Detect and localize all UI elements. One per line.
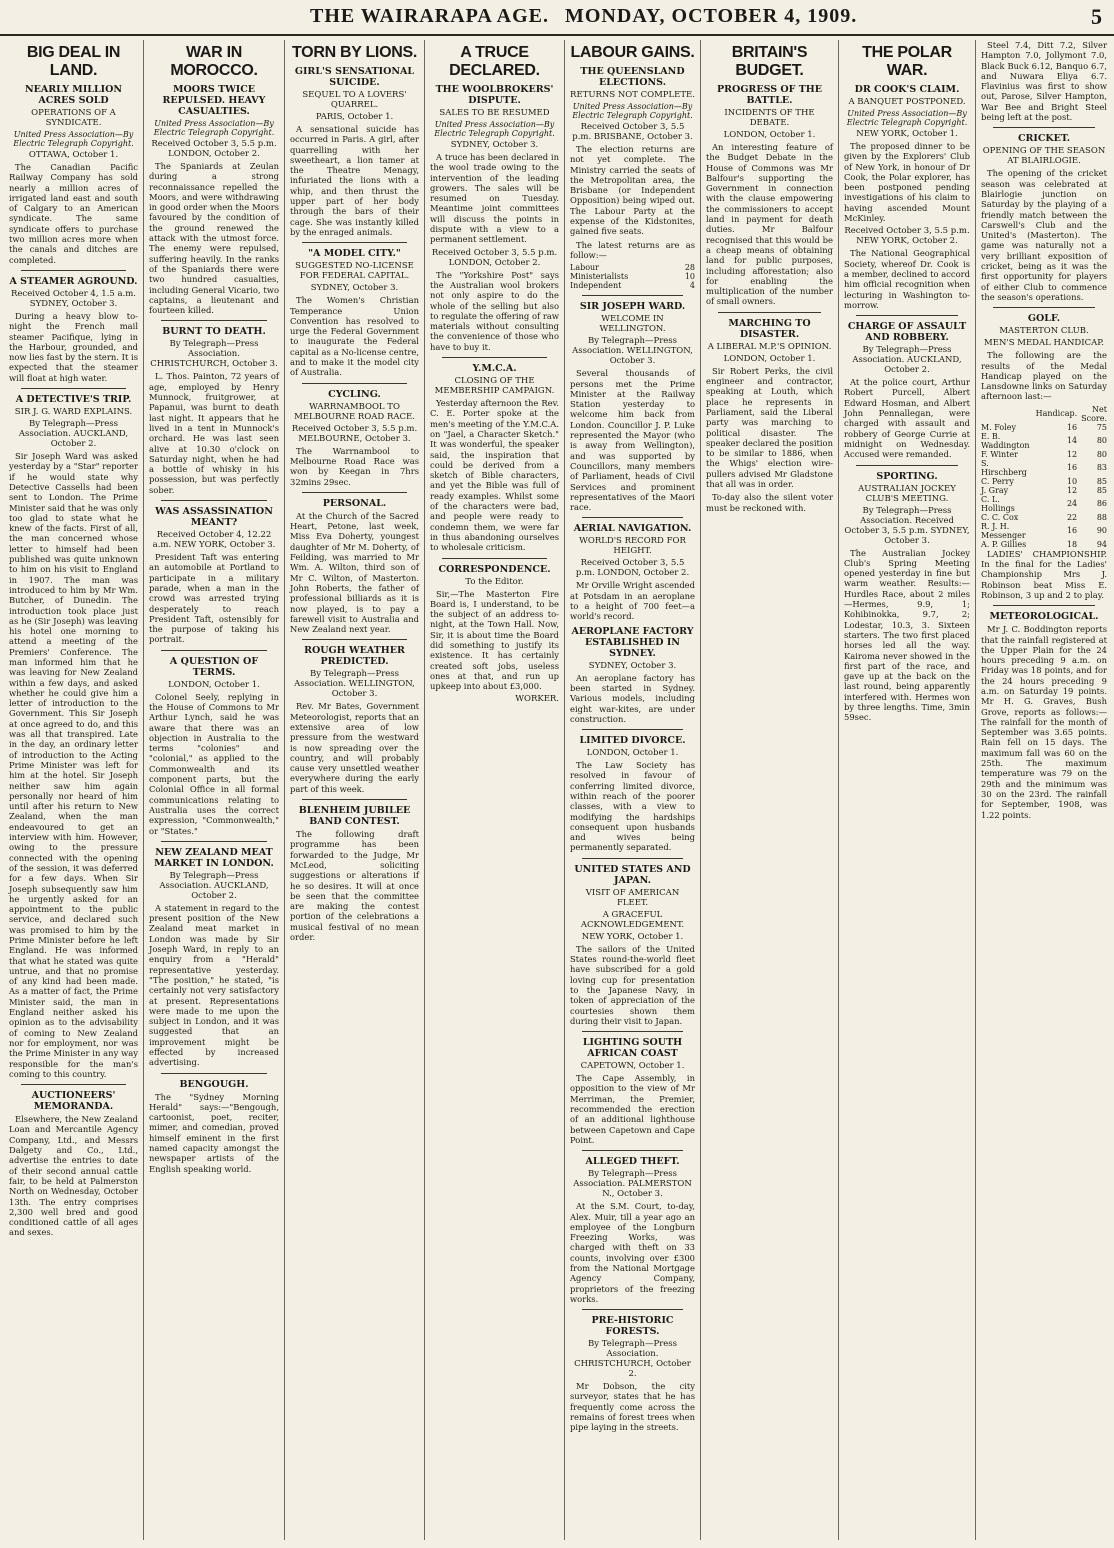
divider [582,729,683,730]
headline: Y.M.C.A. [472,363,517,375]
dateline: By Telegraph—Press Association. AUCKLAND, October 2. [852,345,962,376]
player-name: R. J. H. Messenger [981,521,1026,540]
dateline: Received October 3, 5.5 p.m. MELBOURNE, October 3. [291,423,418,444]
divider [302,492,407,493]
article-text: Steel 7.4, Ditt 7.2, Silver Hampton 7.0, Jollymont 7.0, Black Buck 6.12, Banquo 6.7, and Nuwara Eliya 6.7. Flavinius was first to show out, Parose, Silver Hampton, War Bee and Bright Steel being left at the post. [981,40,1107,123]
headline: WAS ASSASSINATION MEANT? [155,506,273,529]
dateline: Received October 4, 12.22 a.m. NEW YORK, October 3. [152,530,276,551]
issue-date: MONDAY, OCTOBER 4, 1909. [565,5,858,27]
headline: A STEAMER AGROUND. [9,275,138,287]
article-text: President Taft was entering an automobile at Portland to participate in a military parade, when a man in the crowd was arrested trying desperately to reach President Taft, ostensibly for the purpose of taking his portrait. [149,552,279,645]
table-row [981,459,1107,477]
table-row [981,495,1107,513]
dateline: Received October 3, 5.5 p.m. LONDON, October 2. [575,558,690,579]
table-row [981,522,1107,540]
article-text: An aeroplane factory has been started in Sydney. Various models, including eight war-kites, are under construction. [570,672,695,724]
divider [161,500,267,501]
article-text: The National Geographical Society, whereof Dr. Cook is a member, declined to accord him official recognition when lecturing in Washington to-morrow. [844,248,970,310]
article-text: At the Church of the Sacred Heart, Petone, last week, Miss Eva Doherty, youngest daughter of Mr M. Doherty, of Feilding, was married to Mr Wm. A. Wilton, third son of Mr C. Wilton, of Masterton. John Roberts, the father of professional billiards as it is now played, is to pay a farewell visit to Australia and New Zealand next year. [290,510,419,635]
subheading: OPENING OF THE SEASON AT BLAIRLOGIE. [982,146,1106,167]
divider [161,1073,267,1074]
seat-count: 10 [684,272,695,282]
divider [582,858,683,859]
article-text: The "Yorkshire Post" says the Australian wool brokers not only aspire to do the whole of the selling but also to regulate the offering of raw materials without consulting the convenience of those who have to buy it. [430,269,559,352]
net-score: 80 [1096,449,1107,459]
election-returns-table [570,263,695,290]
subheading: WELCOME IN WELLINGTON. [599,314,666,335]
dateline: OTTAWA, October 1. [28,150,119,160]
divider [302,383,407,384]
article-text: Mr Orville Wright ascended at Potsdam in an aeroplane to a height of 700 feet—a world's record. [570,580,695,622]
subheading: MEN'S MEDAL HANDICAP. [984,338,1104,349]
net-score: 94 [1096,539,1107,549]
article-text: LADIES' CHAMPIONSHIP. In the final for the Ladies' Championship Mrs J. Robinson beat Miss E. Robinson, 3 up and 2 to play. [981,548,1107,600]
column-header: Handicap. [1035,409,1078,419]
subheading: OPERATIONS OF A SYNDICATE. [31,108,116,128]
article-text: The Cape Assembly, in opposition to the view of Mr Merriman, the Premier, recommended the erection of an additional lighthouse between Capetown and Cape Point. [570,1073,695,1145]
newspaper-title: THE WAIRARAPA AGE. [310,5,549,27]
dateline: Received October 3, 5.5 p.m. LONDON, October 2. [431,247,558,268]
headline: A TRUCE DECLARED. [449,44,540,79]
credit-line: United Press Association—By Electric Telegraph Copyright. [572,102,693,120]
table-row [570,281,695,290]
subheading: A BANQUET POSTPONED. [848,97,966,107]
divider [582,1309,683,1310]
divider [582,517,683,518]
party-name: Ministerialists [570,272,629,282]
headline: BLENHEIM JUBILEE BAND CONTEST. [298,805,411,828]
dateline: By Telegraph—Press Association. CHRISTCHURCH, October 2. [574,1339,691,1380]
handicap: 16 [1066,422,1078,432]
dateline: Received October 3, 5.5 p.m. BRISBANE, October 3. [572,122,693,142]
headline: LIGHTING SOUTH AFRICAN COAST [582,1037,683,1060]
dateline: By Telegraph—Press Association. AUCKLAND, October 2. [159,870,269,901]
subheading: GIRL'S SENSATIONAL SUICIDE. [294,66,415,88]
headline: LIMITED DIVORCE. [579,735,686,747]
divider [718,312,821,313]
net-score: 75 [1096,422,1107,432]
headline: CRICKET. [1017,133,1071,145]
article-text: Mr Dobson, the city surveyor, states that he has frequently come across the remains of forest trees when pipe laying in the streets. [570,1381,695,1433]
party-name: Labour [570,263,599,273]
divider [442,357,547,358]
article-text: The "Sydney Morning Herald" says:—"Bengough, cartoonist, poet, reciter, mimer, and comedian, proved himself eminent in the first named capacity amongst the newspaper artists of the English speaking world. [149,1091,279,1174]
article-text: Several thousands of persons met the Prime Minister at the Railway Station yesterday to welcome him back from London. Councillor J. P. Luke represented the Mayor (who is away from Wellington), and was supported by Councillors, many members of Parliament, heads of Civil Services and prominent representatives of the Maori race. [570,368,695,513]
party-name: Independent [570,281,622,291]
divider [993,605,1095,606]
net-score: 83 [1096,463,1107,473]
subheading: SEQUEL TO A LOVERS' QUARREL. [302,90,407,110]
net-score: 88 [1096,512,1107,522]
subheading: MASTERTON CLUB. [999,326,1089,337]
credit-line: United Press Association—By Electric Telegraph Copyright. [434,120,555,138]
net-score: 90 [1096,526,1107,536]
article-text: The sailors of the United States round-the-world fleet have subscribed for a gold loving cup for presentation to the Japanese Navy, in token of appreciation of the courtesies shown them during their visit to Japan. [570,943,695,1026]
column-8 [976,40,1112,1540]
article-text: The Australian Jockey Club's Spring Meeting opened yesterday in fine but warm weather. Results:— Hurdles Race, about 2 miles—Hermes, 9.9, 1; Kohibinokka, 9.7, 2; Lodestar, 10.3, 3. Sixteen starters. The two first placed horses led all the way. Kairoma never showed in the first part of the race, and gave up at the back on the last round, being apparently interfered with. Hermes won by three lengths. Time, 3min 59sec. [844,547,970,723]
article-text: At the S.M. Court, to-day, Alex. Muir, till a year ago an employee of the Longburn Freezing Works, was charged with theft on 33 counts, involving over £300 from the National Mortgage Agency Company, proprietors of the freezing works. [570,1201,695,1304]
article-text: To-day also the silent voter must be reckoned with. [706,492,833,513]
dateline: LONDON, October 1. [723,130,816,140]
subheading: INCIDENTS OF THE DEBATE. [724,108,815,128]
column-6 [701,40,839,1540]
article-text: Elsewhere, the New Zealand Loan and Mercantile Agency Company, Ltd., and Messrs Dalgety and Co., Ltd., advertise the entries to date of their second annual cattle fair, to be held at Palmerston North on Wednesday, October 13th. The entry comprises 2,300 well bred and good conditioned cattle of all ages and sexes. [9,1114,138,1238]
headline: PERSONAL. [322,497,387,509]
column-header [981,405,1036,423]
player-name: J. Gray [981,485,1009,495]
headline: SPORTING. [876,470,938,482]
headline: LABOUR GAINS. [570,44,695,61]
table-row [981,486,1107,495]
handicap: 14 [1066,436,1078,446]
subheading: AEROPLANE FACTORY ESTABLISHED IN SYDNEY. [571,625,694,659]
article-text: The proposed dinner to be given by the Explorers' Club of New York, in honour of Dr Cook, the Polar explorer, has been postponed pending investigations of his claim to having ascended Mount McKinley. [844,141,970,224]
headline: THE POLAR WAR. [862,44,952,79]
divider [582,295,683,296]
credit-line: United Press Association—By Electric Telegraph Copyright. [846,109,968,127]
table-row [981,540,1107,549]
dateline: By Telegraph—Press Association. PALMERSTON N., October 3. [573,1169,692,1200]
headline: NEW ZEALAND MEAT MARKET IN LONDON. [154,846,274,869]
table-row [981,450,1107,459]
headline: "A MODEL CITY." [308,248,401,260]
golf-results-table [981,405,1107,549]
dateline: Received October 3, 5.5 p.m. LONDON, October 2. [151,139,277,159]
article-text: An interesting feature of the Budget Debate in the House of Commons was Mr Balfour's supporting the Government in connection with the clause empowering the commissioners to accept land in payment for death duties. Mr Balfour recognised that this would be a cheap means of obtaining land for public purposes, including afforestation; also for enabling the multiplication of the number of small owners. [706,142,833,307]
headline: ROUGH WEATHER PREDICTED. [304,645,405,668]
dateline: NEW YORK, October 1. [856,129,958,139]
page-number: 5 [1091,4,1102,29]
headline: CORRESPONDENCE. [438,563,551,575]
handicap: 10 [1066,476,1078,486]
article-text: The election returns are not yet complete. The Ministry carried the seats of the Metropolitan area, the Brisbane (or Independent Opposition) being wiped out. The Labour Party at the expense of the Kidstonites, gained five seats. [570,144,695,237]
handicap: 22 [1066,512,1078,522]
column-3 [285,40,425,1540]
dateline: LONDON, October 1. [168,679,260,690]
dateline: NEW YORK, October 1. [581,931,684,942]
divider [582,1031,683,1032]
table-header [981,405,1107,423]
divider [21,388,126,389]
column-1 [4,40,144,1540]
player-name: A. P. Gillies [981,539,1027,549]
headline: CHARGE OF ASSAULT AND ROBBERY. [847,321,967,344]
divider [856,315,958,316]
headline: UNITED STATES AND JAPAN. [574,863,691,886]
subheading: To the Editor. [465,576,524,587]
player-name: F. Winter [981,449,1018,459]
headline: BENGOUGH. [179,1078,249,1090]
headline: SIR JOSEPH WARD. [579,301,686,313]
column-5 [565,40,701,1540]
article-text: Yesterday afternoon the Rev. C. E. Porter spoke at the men's meeting of the Y.M.C.A. on "Jael, a Character Sketch." It was wonderful, the speaker said, the inspiration that could be derived from a sketch of Bible characters, and yet the Bible was full of ready examples. Whilst some of the characters were bad, and people were ready to condemn them, we were far in thus abandoning ourselves to wholesale criticism. [430,398,559,553]
article-text: The Women's Christian Temperance Union Convention has resolved to urge the Federal Government to inaugurate the Federal capital as a No-license centre, and to make it the model city of Australia. [290,295,419,378]
article-text: The Spaniards at Zeulan during a strong reconnaissance repelled the Moors, and were withdrawing in good order when the Moors favoured by the condition of the ground renewed the attack with the utmost force. The enemy were repulsed, suffering heavily. In the ranks of the Spaniards there were two hundred casualties, including General Vicario, two captains, a lieutenant and fourteen killed. [149,161,279,316]
handicap: 16 [1066,463,1078,473]
credit-line: United Press Association—By Electric Telegraph Copyright. [13,130,134,148]
article-text: A truce has been declared in the wool trade owing to the intervention of the leading growers. The sales will be resumed on Tuesday. Meantime joint committees will discuss the points in dispute with a view to a permanent settlement. [430,152,559,245]
net-score: 85 [1096,485,1107,495]
dateline: Received October 3, 5.5 p.m. NEW YORK, October 2. [844,226,970,247]
article-text: At the police court, Arthur Robert Purcell, Albert Edward Hosman, and Albert John Pennallegan, were charged with assault and robbery of George Currie at midnight on Wednesday. Accused were remanded. [844,377,970,460]
table-row [981,477,1107,486]
dateline: SYDNEY, October 3. [450,140,539,150]
dateline: SYDNEY, October 3. [588,660,677,671]
subheading: RETURNS NOT COMPLETE. [570,90,695,100]
headline: MARCHING TO DISASTER. [728,317,811,340]
dateline: By Telegraph—Press Association. AUCKLAND, October 2. [18,419,129,450]
divider [161,841,267,842]
credit-line: United Press Association—By Electric Telegraph Copyright. [153,119,275,137]
headline: GOLF. [1027,313,1061,325]
headline: AERIAL NAVIGATION. [573,523,692,535]
player-name: C. C. Cox [981,512,1019,522]
subheading: DR COOK'S CLAIM. [854,84,960,95]
player-name: M. Foley [981,422,1017,432]
article-text: Sir Joseph Ward was asked yesterday by a "Star" reporter if he would state why Detective Cassells had been sent to London. The Prime Minister said that he was only too glad to state what he knew of the facts. First of all, the man concerned whose letter to himself had been published was quite unknown to him on his visit to England in 1907. The man was introduced to him by Mr Wm. Butcher, of Dunedin. The introduction took place just as he (Sir Joseph) was leaving his hotel one morning to attend a meeting of the Premiers' Conference. The man informed him that he was leaving for New Zealand within a few days, and asked whether he could give him a letter of introduction to the Government. This Sir Joseph at once agreed to do, and this was all that transpired. Late in the day, an ordinary letter of introduction to the Acting Prime Minister was left for him at the hotel. Sir Joseph neither saw him again personally nor heard of him until after his return to New Zealand, when the man endeavoured to get an interview with him. However, owing to the pressure connected with the opening of the session, it was deferred for a few days. When Sir Joseph subsequently saw him he urgently asked for an appointment to the public service, and declared such was promised to him by the Prime Minister before he left England. He was informed that what he stated was quite untrue, and that no promise of any kind had been made. As a matter of fact, the Prime Minister said, the man in England neither asked his opinion as to the advisability of coming to New Zealand nor for employment, nor was the Prime Minister in any way responsible for the man's coming to this country. [9,451,138,1079]
article-text: The following are the results of the Medal Handicap played on the Lansdowne links on Saturday afternoon last:— [981,350,1107,402]
article-text: L. Thos. Painton, 72 years of age, employed by Henry Munnock, fruitgrower, at Papanui, was burnt to death last night. It appears that he lived in a tent in Munnock's orchard. He was last seen alive at 10.30 o'clock on Saturday night, when he had a bottle of whisky in his possession, but was perfectly sober. [149,371,279,495]
subheading: WARRNAMBOOL TO MELBOURNE ROAD RACE. [294,401,415,422]
table-row [570,272,695,281]
subheading: NEARLY MILLION ACRES SOLD [24,84,123,106]
table-row [981,513,1107,522]
table-caption: The latest returns are as follow:— [570,239,695,260]
article-text: Rev. Mr Bates, Government Meteorologist, reports that an extensive area of low pressure from the westward is now spreading over the country, and will probably cause very unsettled weather everywhere during the early part of this week. [290,701,419,794]
dateline: LONDON, October 1. [586,748,679,759]
article-text: Sir,—The Masterton Fire Board is, I understand, to be the subject of an address to-night, at the Town Hall. Now, Sir, it is about time the Board did something to justify its existence. It has certainly created soft jobs, useless ones at that, and run up upkeep into about £3,000. [430,588,559,692]
article-text: Mr J. C. Boddington reports that the rainfall registered at the Upper Plain for the 24 hours preceding 9 a.m. on Friday was 18 points, and for the 24 hours preceding 9 a.m. on Saturday 19 points. Mr H. G. Graves, Bush Grove, reports as follows:—The rainfall for the month of September was 3.65 points. Rain fell on 15 days. The maximum fall was 60 on the 25th. The maximum temperature was 79 on the 29th and the minimum was 30 on the 23rd. The rainfall for September, 1908, was 1.22 points. [981,624,1107,820]
dateline: SYDNEY, October 3. [310,283,399,294]
subheading: SIR J. G. WARD EXPLAINS. [14,407,133,418]
headline: A DETECTIVE'S TRIP. [15,394,132,406]
article-text: A statement in regard to the present position of the New Zealand meat market in London was made by Sir Joseph Ward, in reply to an enquiry from a "Herald" representative yesterday. "The position," he stated, "is certainly not very satisfactory at present. Representations were made to me upon the subject in London, and it was suggested that an improvement might be effected by increased advertising. [149,902,279,1068]
player-name: E. B. Waddington [981,431,1030,450]
seat-count: 4 [689,281,695,291]
divider [302,799,407,800]
headline: BIG DEAL IN LAND. [26,44,121,79]
column-7 [839,40,976,1540]
column-4 [425,40,565,1540]
player-name: S. Hirschberg [981,458,1027,477]
column-header: Net [1092,404,1107,414]
headline: PRE-HISTORIC FORESTS. [591,1315,674,1338]
handicap: 16 [1066,526,1078,536]
net-score: 86 [1096,499,1107,509]
article-text: The Law Society has resolved in favour of conferring limited divorce, within reach of the poorer classes, with a view to modifying the hardships consequent upon husbands and wives being permanently separated. [570,760,695,853]
headline: TORN BY LIONS. [291,44,417,61]
dateline: Received October 4, 1.5 a.m. SYDNEY, October 3. [11,288,136,309]
article-text: Sir Robert Perks, the civil engineer and contractor, speaking at Louth, which place he represents in Parliament, said the Liberal party was marching to political disaster. The speaker declared the position to be similar to 1886, when the Whigs' election wire-pullers advised Mr Gladstone that all was in order. [706,365,833,490]
divider [856,465,958,466]
subheading: CLOSING OF THE MEMBERSHIP CAMPAIGN. [434,376,555,397]
article-text: The Warrnambool to Melbourne Road Race was won by Keegan in 7hrs 32mins 29sec. [290,445,419,487]
signature: WORKER. [515,694,559,705]
subheading: SUGGESTED NO-LICENSE FOR FEDERAL CAPITAL. [295,261,414,282]
column-2 [144,40,285,1540]
subheading: SALES TO BE RESUMED [439,108,550,118]
headline: CYCLING. [328,388,381,400]
dateline: By Telegraph—Press Association. Received October 3, 5.5 p.m. SYDNEY, October 3. [844,505,970,546]
table-row [981,423,1107,432]
subheading: A LIBERAL M.P.'S OPINION. [707,341,832,352]
net-score: 80 [1096,436,1107,446]
divider [161,320,267,321]
subheading: PROGRESS OF THE BATTLE. [717,84,822,106]
headline: AUCTIONEERS' MEMORANDA. [31,1090,116,1113]
divider [442,558,547,559]
dateline: By Telegraph—Press Association. WELLINGTON, October 3. [294,669,415,700]
divider [582,1150,683,1151]
handicap: 18 [1066,539,1078,549]
subheading: VISIT OF AMERICAN FLEET. [585,887,680,908]
headline: WAR IN MOROCCO. [170,44,258,79]
divider [302,242,407,243]
article-text: The opening of the cricket season was celebrated at Blairlogie junction on Saturday by the playing of a friendly match between the Carswell's Club and the United's (Masterton). The game was naturally not a very brilliant exposition of cricket, being as it was the first opportunity for players of either Club to commence the season's operations. [981,168,1107,302]
headline: METEOROLOGICAL. [989,611,1099,623]
player-name: C. L. Hollings [981,494,1015,513]
player-name: C. Perry [981,476,1014,486]
table-row [570,263,695,272]
table-row [981,432,1107,450]
headline: BURNT TO DEATH. [162,326,266,338]
subheading: THE QUEENSLAND ELECTIONS. [580,66,685,88]
column-header: Score. [1081,413,1107,423]
dateline: By Telegraph—Press Association. WELLINGTON, October 3. [572,336,693,367]
dateline: LONDON, October 1. [723,353,816,364]
article-text: The Canadian Pacific Railway Company has sold nearly a million acres of irrigated land east and south of Calgary to an American syndicate. The same syndicate offers to purchase two million acres more when the canals and ditches are completed. [9,162,138,265]
subheading: MOORS TWICE REPULSED. HEAVY CASUALTIES. [162,84,266,117]
article-text: The following draft programme has been forwarded to the Judge, Mr McLeod, soliciting suggestions or alterations if he so desires. It will at once be seen that the committee are making the contest portion of the celebrations a musical festival of no mean order. [290,829,419,943]
dateline: By Telegraph—Press Association. CHRISTCHURCH, October 3. [150,339,278,370]
headline: A QUESTION OF TERMS. [169,655,259,678]
divider [21,1084,126,1085]
dateline: CAPETOWN, October 1. [580,1061,685,1072]
article-text: Colonel Seely, replying in the House of Commons to Mr Arthur Lynch, said he was aware that there was an objection in Australia to the terms "colonies" and "colonial," as applied to the Commonwealth and its component parts, but the Colonial Office in all formal communications relating to Australia uses the correct expression, "Commonwealth," or "States." [149,691,279,836]
divider [161,650,267,651]
subheading: WORLD'S RECORD FOR HEIGHT. [579,536,686,557]
subheading: THE WOOLBROKERS' DISPUTE. [435,84,554,106]
headline: BRITAIN'S BUDGET. [731,44,808,79]
divider [993,307,1095,308]
handicap: 12 [1066,485,1078,495]
column-header [1077,405,1107,423]
seat-count: 28 [684,263,695,273]
subheading: A GRACEFUL ACKNOWLEDGEMENT. [580,909,685,930]
handicap: 12 [1066,449,1078,459]
divider [302,639,407,640]
net-score: 85 [1096,476,1107,486]
masthead [0,0,1114,36]
divider [21,270,126,271]
article-text: A sensational suicide has occurred in Paris. A girl, after quarrelling with her sweetheart, a lion tamer at the Theatre Menagy, infuriated the lions with a whip, and then thrust the upper part of her body through the bars of their cage. She was instantly killed by the enraged animals. [290,124,419,237]
handicap: 24 [1066,499,1078,509]
article-text: During a heavy blow to-night the French mail steamer Pacifique, lying in the Harbour, grounded, and now lies fast by the stern. It is expected that the steamer will float at high water. [9,310,138,383]
headline: ALLEGED THEFT. [585,1156,680,1168]
divider [993,127,1095,128]
subheading: AUSTRALIAN JOCKEY CLUB'S MEETING. [858,483,956,504]
dateline: PARIS, October 1. [315,112,394,122]
